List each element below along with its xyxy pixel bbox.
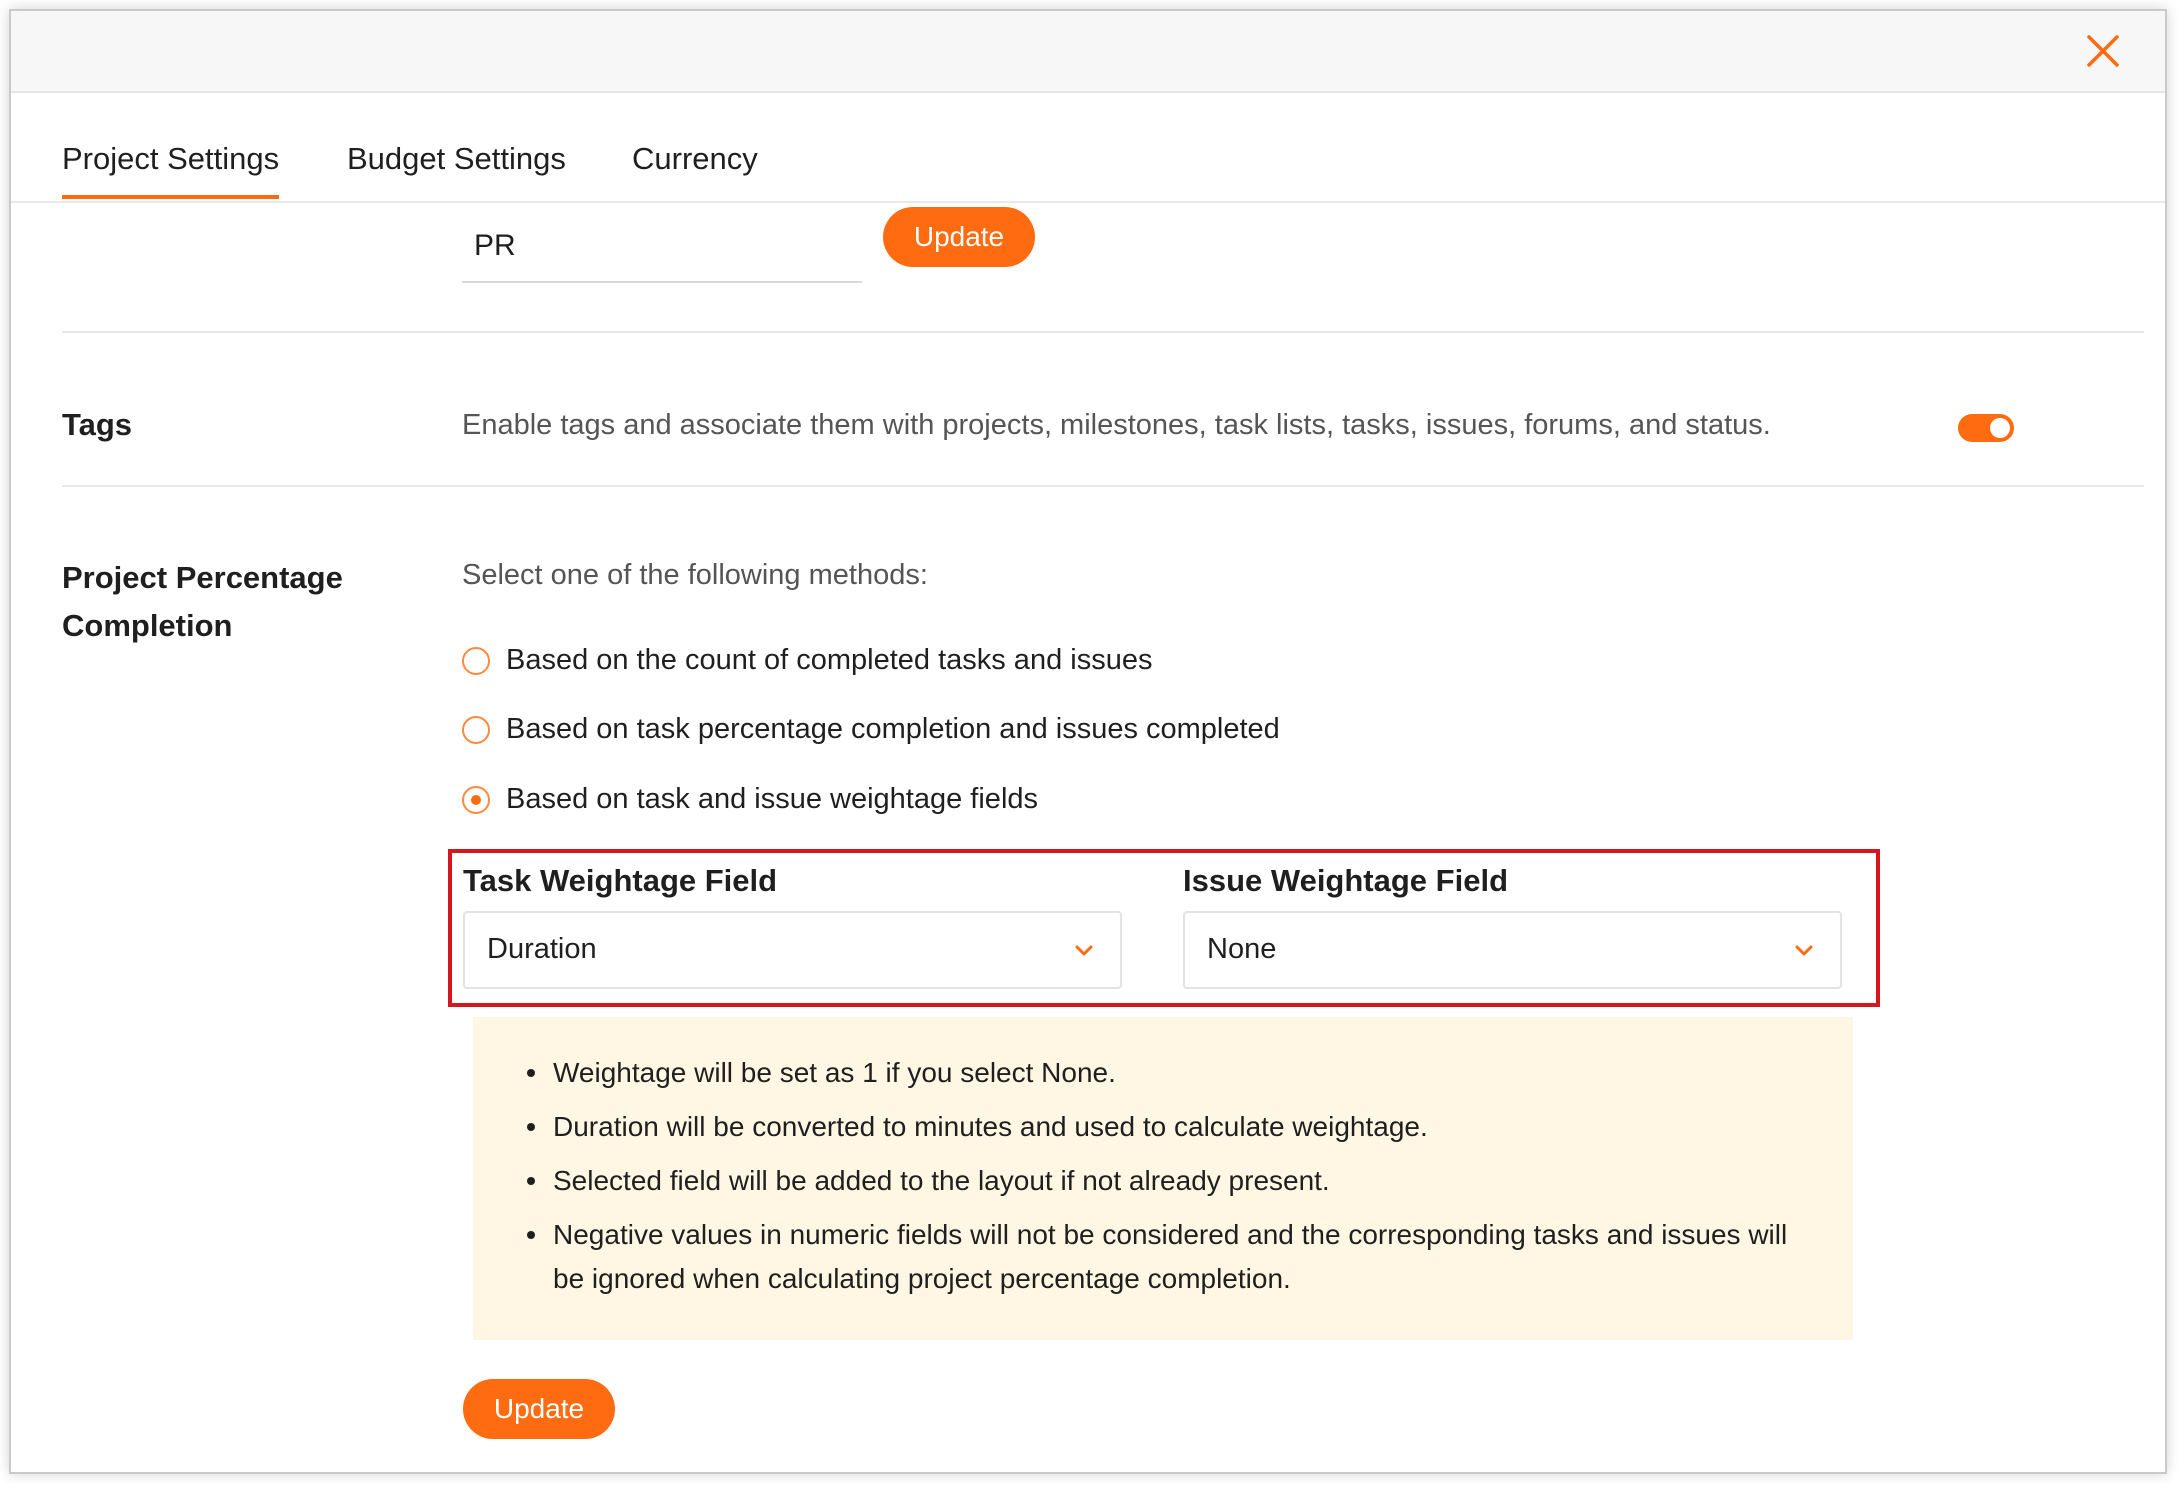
method-option-percentage[interactable] [462, 713, 1280, 746]
task-weightage-label: Task Weightage Field [463, 863, 778, 898]
method-option-count[interactable] [462, 644, 1152, 677]
tags-toggle[interactable] [1958, 414, 2014, 442]
percentage-title-line1: Project Percentage [62, 560, 343, 595]
chevron-down-icon [1070, 937, 1098, 965]
radio-button[interactable] [462, 647, 490, 675]
radio-button[interactable] [462, 716, 490, 744]
tab-currency[interactable]: Currency [632, 141, 758, 176]
task-weightage-value: Duration [487, 933, 597, 965]
radio-label: Based on task and issue weightage fields [506, 783, 1039, 815]
note-item: Weightage will be set as 1 if you select None. [553, 1051, 1793, 1095]
method-option-weightage[interactable] [462, 783, 1038, 816]
task-weightage-select[interactable] [463, 911, 1122, 989]
dialog-header [11, 11, 2165, 93]
toggle-knob [1990, 418, 2010, 438]
issue-weightage-select[interactable] [1183, 911, 1842, 989]
tab-project-settings[interactable]: Project Settings [62, 141, 279, 199]
issue-weightage-label: Issue Weightage Field [1183, 863, 1509, 898]
percentage-update-button[interactable]: Update [463, 1379, 615, 1439]
percentage-title [62, 554, 343, 650]
radio-label: Based on the count of completed tasks and issues [506, 644, 1153, 676]
chevron-down-icon [1790, 937, 1818, 965]
percentage-title-line2: Completion [62, 608, 233, 643]
issue-weightage-value: None [1207, 933, 1277, 965]
close-icon [2081, 29, 2125, 73]
tags-description: Enable tags and associate them with projects, milestones, task lists, tasks, issues, forums, and status. [462, 409, 1771, 441]
close-button[interactable] [2081, 29, 2125, 73]
tab-budget-settings[interactable]: Budget Settings [347, 141, 566, 176]
note-item: Selected field will be added to the layout if not already present. [553, 1159, 1793, 1203]
settings-dialog [9, 9, 2167, 1474]
settings-tabs [11, 93, 2165, 203]
weightage-notes [473, 1017, 1853, 1340]
tags-label: Tags [62, 407, 133, 442]
note-item: Negative values in numeric fields will not be considered and the corresponding tasks and issues will be ignored when calculating project percentage completion. [553, 1213, 1793, 1301]
divider [62, 485, 2144, 487]
project-code-input[interactable] [462, 211, 862, 283]
project-code-update-button[interactable]: Update [883, 207, 1035, 267]
notes-list [473, 1017, 1853, 1301]
divider [62, 331, 2144, 333]
note-item: Duration will be converted to minutes and used to calculate weightage. [553, 1105, 1793, 1149]
radio-button-selected[interactable] [462, 786, 490, 814]
method-prompt: Select one of the following methods: [462, 559, 928, 591]
radio-label: Based on task percentage completion and issues completed [506, 713, 1280, 745]
